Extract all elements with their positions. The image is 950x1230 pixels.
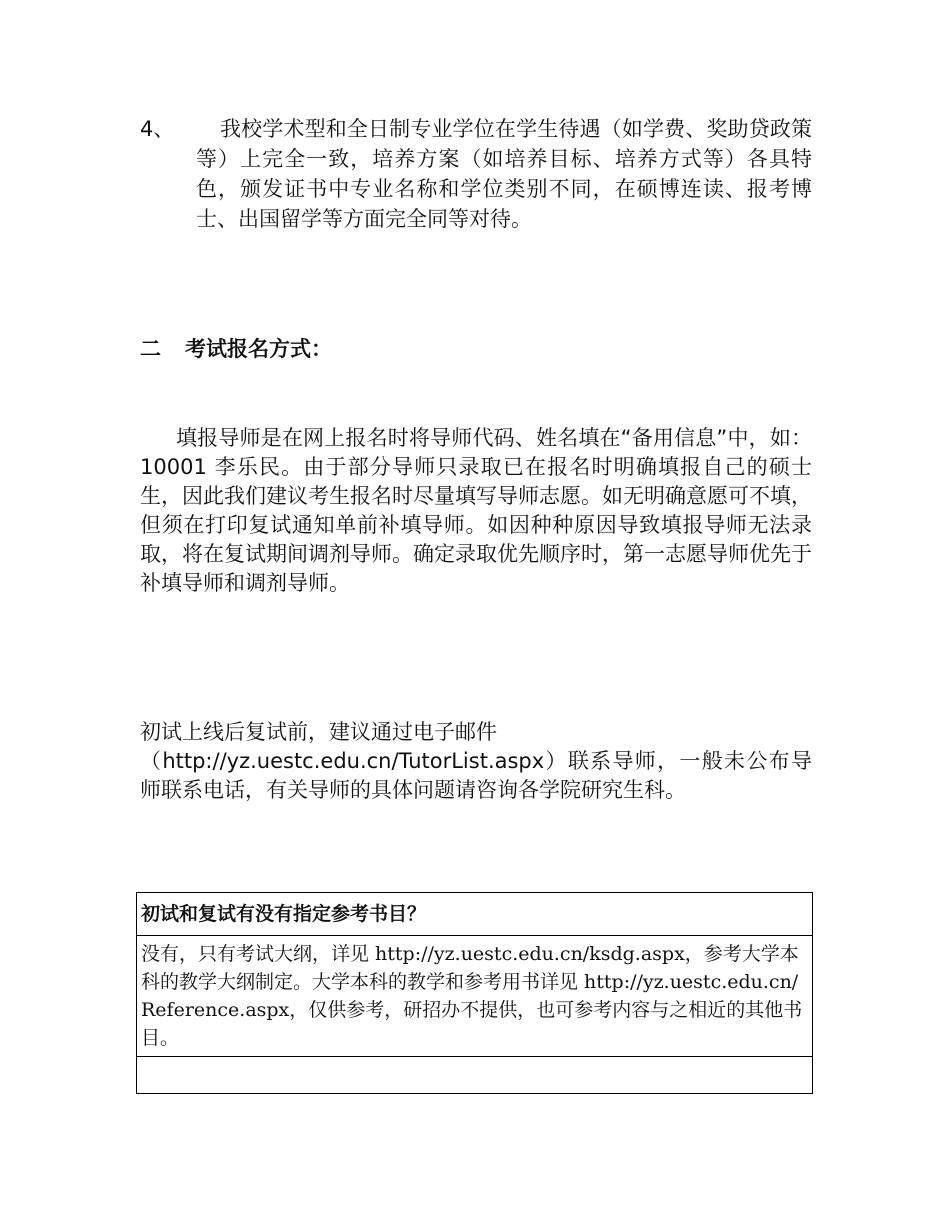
paragraph-tutor-registration: 填报导师是在网上报名时将导师代码、姓名填在“备用信息”中，如：10001 李乐民。由于部分导师只录取已在报名时明确填报自己的硕士生，因此我们建议考生报名时尽量填写导师志愿。如无明确意愿可不填，但须在打印复试通知单前补填导师。如因种种原因导致填报导师无法录取，将在复试期间调剂导师。确定录取优先顺序时，第一志愿导师优先于补填导师和调剂导师。 [140,426,812,595]
faq-question: 初试和复试有没有指定参考书目？ [137,893,813,936]
section-number: 二 [140,337,161,361]
list-item-number: 4、 [140,117,175,141]
section-heading [140,334,332,364]
paragraph-contact-line1: 初试上线后复试前，建议通过电子邮件 [140,720,497,744]
paragraph-contact-tutor [140,718,812,805]
faq-table [136,892,813,1094]
faq-empty-cell [137,1057,813,1094]
list-item-text: 我校学术型和全日制专业学位在学生待遇（如学费、奖助贷政策等）上完全一致，培养方案（如培养目标、培养方式等）各具特色，颁发证书中专业名称和学位类别不同，在硕博连读、报考博士、出国留学等方面完全同等对待。 [196,117,812,231]
list-item-4 [140,114,812,234]
section-title: 考试报名方式： [185,337,332,361]
faq-question-row [137,893,813,936]
faq-empty-row [137,1057,813,1094]
faq-answer-row [137,936,813,1057]
faq-answer: 没有，只有考试大纲，详见 http://yz.uestc.edu.cn/ksdg.aspx，参考大学本科的教学大纲制定。大学本科的教学和参考用书详见 http://yz.uestc.edu.cn/Reference.aspx，仅供参考，研招办不提供，也可参考内容与之相近的其他书目。 [137,936,813,1057]
paragraph-contact-rest: （http://yz.uestc.edu.cn/TutorList.aspx）联系导师，一般未公布导师联系电话，有关导师的具体问题请咨询各学院研究生科。 [140,749,812,802]
